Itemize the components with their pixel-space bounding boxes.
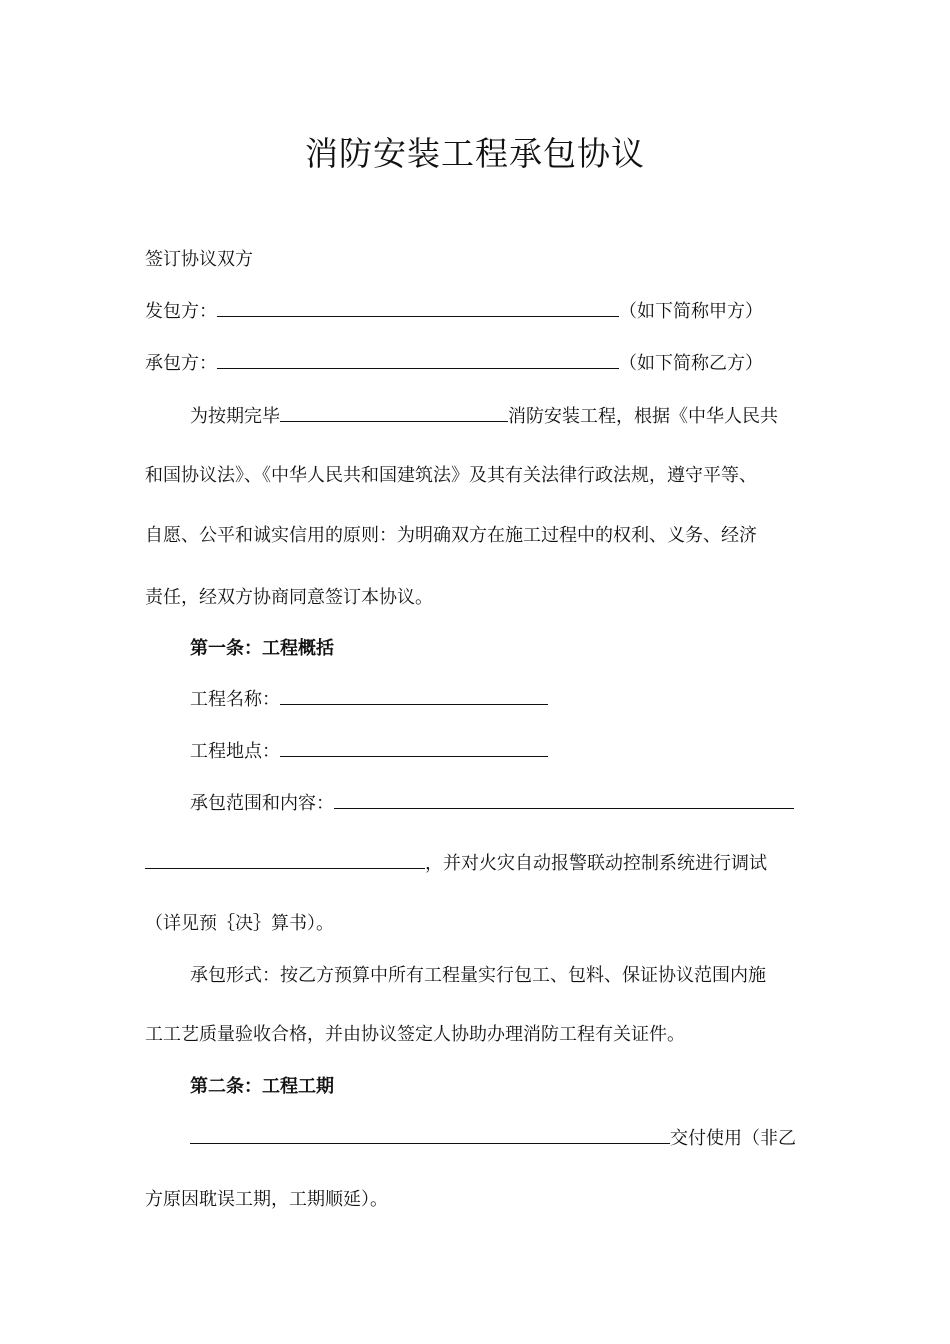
project-location-row [190, 740, 548, 764]
document-title: 消防安装工程承包协议 [305, 134, 645, 173]
preamble-line-4: 责任，经双方协商同意签订本协议。 [145, 587, 433, 608]
period-field[interactable] [190, 1127, 670, 1144]
party-b-blank[interactable] [217, 352, 619, 369]
preamble-text-1a: 为按期完毕 [190, 406, 280, 427]
period-text-1: 交付使用（非乙 [670, 1128, 796, 1149]
scope-text-2: ，并对火灾自动报警联动控制系统进行调试 [425, 853, 767, 874]
party-b-suffix: （如下简称乙方） [619, 353, 763, 374]
scope-label: 承包范围和内容： [190, 793, 334, 814]
preamble-text-1b: 消防安装工程，根据《中华人民共 [508, 406, 778, 427]
party-a-blank[interactable] [217, 300, 619, 317]
preamble-line-3: 自愿、公平和诚实信用的原则：为明确双方在施工过程中的权利、义务、经济 [145, 525, 757, 546]
scope-row [190, 792, 794, 816]
scope-line-2 [145, 852, 767, 876]
scope-field-1[interactable] [334, 792, 794, 809]
project-name-blank[interactable] [280, 405, 508, 422]
period-line-2: 方原因耽误工期，工期顺延）。 [145, 1189, 388, 1210]
contract-form-line-2: 工工艺质量验收合格，并由协议签定人协助办理消防工程有关证件。 [145, 1024, 685, 1045]
party-a-label: 发包方： [145, 301, 217, 322]
party-a-row [145, 300, 763, 324]
preamble-line-2: 和国协议法》、《中华人民共和国建筑法》及其有关法律行政法规，遵守平等、 [145, 465, 757, 486]
project-location-field[interactable] [280, 740, 548, 757]
project-location-label: 工程地点： [190, 741, 280, 762]
party-b-row [145, 352, 763, 376]
intro-heading: 签订协议双方 [145, 249, 253, 270]
party-b-label: 承包方： [145, 353, 217, 374]
project-name-row [190, 688, 548, 712]
project-name-field[interactable] [280, 688, 548, 705]
period-line-1 [190, 1127, 796, 1151]
party-a-suffix: （如下简称甲方） [619, 301, 763, 322]
preamble-line-1 [190, 405, 778, 429]
scope-field-2[interactable] [145, 852, 425, 869]
article-2-heading: 第二条：工程工期 [190, 1076, 334, 1097]
scope-line-3: （详见预｛决｝算书）。 [145, 913, 334, 934]
contract-form-line-1: 承包形式：按乙方预算中所有工程量实行包工、包料、保证协议范围内施 [190, 965, 766, 986]
project-name-label: 工程名称： [190, 689, 280, 710]
article-1-heading: 第一条：工程概括 [190, 638, 334, 659]
